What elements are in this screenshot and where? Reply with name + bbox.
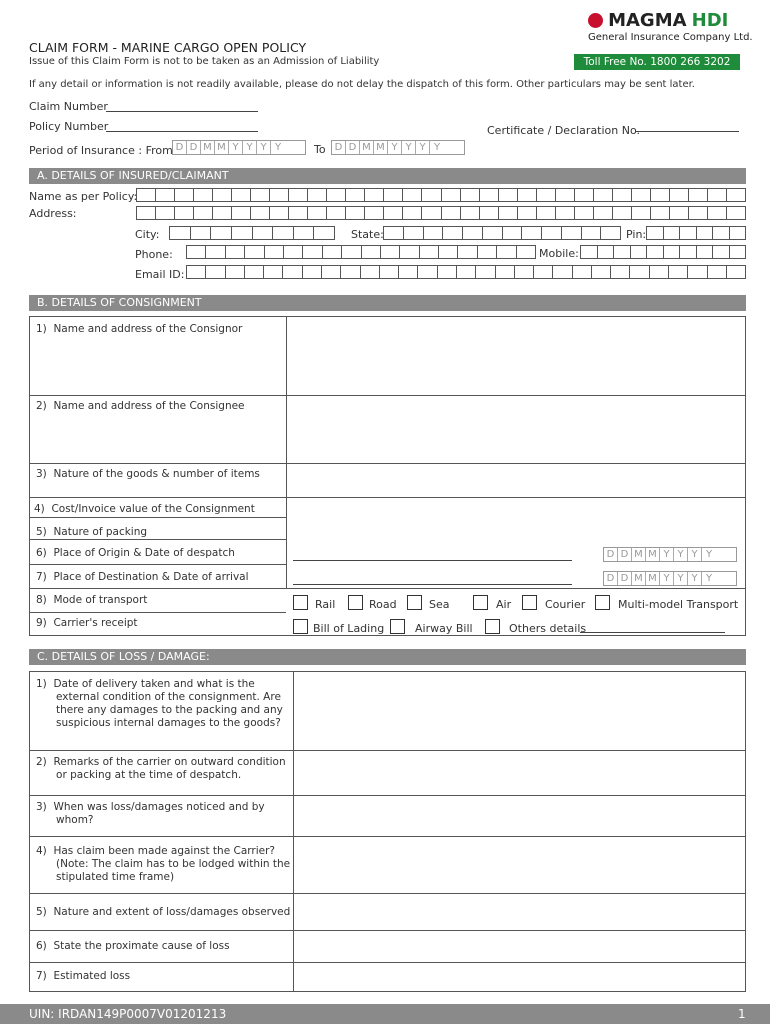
char-cell[interactable] xyxy=(480,189,499,201)
char-cell[interactable] xyxy=(727,189,745,201)
char-cell[interactable] xyxy=(713,227,730,239)
table-row xyxy=(30,588,745,589)
char-cell[interactable] xyxy=(727,266,745,278)
destination-date[interactable] xyxy=(603,571,737,586)
period-to-date[interactable] xyxy=(331,140,465,155)
char-cell[interactable] xyxy=(562,227,582,239)
char-cell[interactable] xyxy=(708,189,727,201)
char-cell[interactable] xyxy=(499,189,518,201)
char-cell[interactable] xyxy=(232,227,253,239)
char-cell[interactable] xyxy=(137,189,156,201)
section-a-header xyxy=(29,168,746,184)
char-cell[interactable] xyxy=(175,189,194,201)
road-checkbox[interactable] xyxy=(348,595,363,610)
form-title: CLAIM FORM - MARINE CARGO OPEN POLICY xyxy=(29,40,307,55)
date-cell[interactable]: M xyxy=(632,572,646,585)
origin-label: 6) Place of Origin & Date of despatch xyxy=(36,547,235,559)
section-a-title: A. DETAILS OF INSURED/CLAIMANT xyxy=(37,169,229,182)
loss-item-3: 3) When was loss/damages noticed and by whom? xyxy=(36,801,265,826)
char-cell[interactable] xyxy=(211,227,232,239)
char-cell[interactable] xyxy=(384,189,403,201)
date-cell[interactable]: D xyxy=(618,572,632,585)
date-cell[interactable]: Y xyxy=(660,548,674,561)
char-cell[interactable] xyxy=(499,207,518,219)
date-cell[interactable]: M xyxy=(632,548,646,561)
char-cell[interactable] xyxy=(420,246,439,258)
char-cell[interactable] xyxy=(403,207,422,219)
table-row xyxy=(30,962,745,963)
certificate-label: Certificate / Declaration No. xyxy=(487,124,641,137)
form-note: If any detail or information is not readily available, please do not delay the dispatch of this form. Other particulars may be sent later. xyxy=(29,79,695,90)
char-cell[interactable] xyxy=(170,227,191,239)
date-cell[interactable]: D xyxy=(187,141,201,154)
loss-table xyxy=(29,671,746,992)
loss-item-1: 1) Date of delivery taken and what is the external condition of the consignment. Are there any damages to the packing and any suspicious internal damages to the goods? xyxy=(36,678,283,729)
city-grid[interactable] xyxy=(169,226,335,240)
date-cell[interactable]: Y xyxy=(674,548,688,561)
char-cell[interactable] xyxy=(422,207,441,219)
char-cell[interactable] xyxy=(522,227,542,239)
section-b-title: B. DETAILS OF CONSIGNMENT xyxy=(37,296,202,309)
char-cell[interactable] xyxy=(264,266,283,278)
loss-item-2: 2) Remarks of the carrier on outward condition or packing at the time of despatch. xyxy=(36,756,286,781)
email-label: Email ID: xyxy=(135,268,185,281)
address-grid[interactable] xyxy=(136,206,746,220)
air-checkbox[interactable] xyxy=(473,595,488,610)
char-cell[interactable] xyxy=(442,189,461,201)
char-cell[interactable] xyxy=(232,207,251,219)
char-cell[interactable] xyxy=(727,207,745,219)
char-cell[interactable] xyxy=(156,207,175,219)
char-cell[interactable] xyxy=(404,227,424,239)
bill-of-lading-checkbox[interactable] xyxy=(293,619,308,634)
char-cell[interactable] xyxy=(463,227,483,239)
email-grid[interactable] xyxy=(186,265,746,279)
char-cell[interactable] xyxy=(308,189,327,201)
char-cell[interactable] xyxy=(443,227,463,239)
table-row xyxy=(30,564,286,565)
char-cell[interactable] xyxy=(697,227,714,239)
mobile-grid[interactable] xyxy=(580,245,746,259)
char-cell[interactable] xyxy=(461,189,480,201)
table-row xyxy=(30,795,745,796)
char-cell[interactable] xyxy=(631,246,648,258)
phone-grid[interactable] xyxy=(186,245,536,259)
char-cell[interactable] xyxy=(688,266,707,278)
multimodal-checkbox[interactable] xyxy=(595,595,610,610)
char-cell[interactable] xyxy=(518,207,537,219)
address-label: Address: xyxy=(29,207,77,220)
char-cell[interactable] xyxy=(384,207,403,219)
char-cell[interactable] xyxy=(611,266,630,278)
date-cell[interactable]: Y xyxy=(257,141,271,154)
date-cell[interactable]: Y xyxy=(416,141,430,154)
table-row xyxy=(30,836,745,837)
char-cell[interactable] xyxy=(518,189,537,201)
name-label: Name as per Policy: xyxy=(29,190,138,203)
char-cell[interactable] xyxy=(708,207,727,219)
date-cell[interactable]: Y xyxy=(705,573,713,584)
table-row xyxy=(30,893,745,894)
char-cell[interactable] xyxy=(284,246,303,258)
sea-checkbox[interactable] xyxy=(407,595,422,610)
char-cell[interactable] xyxy=(730,246,746,258)
date-cell[interactable]: M xyxy=(215,141,229,154)
char-cell[interactable] xyxy=(206,246,225,258)
char-cell[interactable] xyxy=(632,207,651,219)
tollfree-badge xyxy=(574,54,740,70)
table-divider xyxy=(286,317,287,588)
char-cell[interactable] xyxy=(630,266,649,278)
char-cell[interactable] xyxy=(384,227,404,239)
invoice-label: 4) Cost/Invoice value of the Consignment xyxy=(34,503,255,515)
section-b-header xyxy=(29,295,746,311)
char-cell[interactable] xyxy=(322,266,341,278)
char-cell[interactable] xyxy=(594,207,613,219)
others-field[interactable] xyxy=(580,632,725,633)
phone-label: Phone: xyxy=(135,248,173,261)
char-cell[interactable] xyxy=(422,189,441,201)
date-cell[interactable]: D xyxy=(604,548,618,561)
consignment-table xyxy=(29,316,746,636)
char-cell[interactable] xyxy=(399,266,418,278)
char-cell[interactable] xyxy=(137,207,156,219)
goods-label: 3) Nature of the goods & number of items xyxy=(36,468,260,480)
char-cell[interactable] xyxy=(680,246,697,258)
char-cell[interactable] xyxy=(194,189,213,201)
char-cell[interactable] xyxy=(613,189,632,201)
packing-label: 5) Nature of packing xyxy=(36,526,148,538)
loss-item-4: 4) Has claim been made against the Carrier? (Note: The claim has to be lodged within the stipulated time frame) xyxy=(36,845,291,883)
table-divider xyxy=(293,672,294,991)
loss-item-5: 5) Nature and extent of loss/damages observed xyxy=(36,906,291,918)
pin-label: Pin: xyxy=(626,228,647,241)
char-cell[interactable] xyxy=(346,207,365,219)
char-cell[interactable] xyxy=(670,207,689,219)
rail-label: Rail xyxy=(315,598,336,611)
char-cell[interactable] xyxy=(194,207,213,219)
char-cell[interactable] xyxy=(556,207,575,219)
others-label: Others details xyxy=(509,622,587,635)
char-cell[interactable] xyxy=(697,246,714,258)
char-cell[interactable] xyxy=(664,246,681,258)
page-number: 1 xyxy=(738,1007,746,1021)
char-cell[interactable] xyxy=(294,227,315,239)
char-cell[interactable] xyxy=(613,207,632,219)
table-row xyxy=(30,930,745,931)
date-cell[interactable]: D xyxy=(618,548,632,561)
date-cell[interactable]: Y xyxy=(402,141,416,154)
policy-number-field[interactable] xyxy=(106,120,258,132)
char-cell[interactable] xyxy=(226,266,245,278)
char-cell[interactable] xyxy=(651,189,670,201)
char-cell[interactable] xyxy=(245,266,264,278)
char-cell[interactable] xyxy=(575,189,594,201)
char-cell[interactable] xyxy=(283,266,302,278)
char-cell[interactable] xyxy=(213,207,232,219)
char-cell[interactable] xyxy=(534,266,553,278)
char-cell[interactable] xyxy=(483,227,503,239)
char-cell[interactable] xyxy=(556,189,575,201)
char-cell[interactable] xyxy=(537,189,556,201)
char-cell[interactable] xyxy=(251,189,270,201)
char-cell[interactable] xyxy=(592,266,611,278)
courier-checkbox[interactable] xyxy=(522,595,537,610)
date-cell[interactable]: Y xyxy=(705,549,713,560)
consignee-label: 2) Name and address of the Consignee xyxy=(36,400,245,412)
destination-field[interactable] xyxy=(293,584,572,585)
date-cell[interactable]: Y xyxy=(688,548,702,561)
char-cell[interactable] xyxy=(517,246,535,258)
claim-number-label: Claim Number xyxy=(29,100,108,113)
policy-number-label: Policy Number xyxy=(29,120,109,133)
origin-date[interactable] xyxy=(603,547,737,562)
char-cell[interactable] xyxy=(670,189,689,201)
name-grid[interactable] xyxy=(136,188,746,202)
char-cell[interactable] xyxy=(438,266,457,278)
char-cell[interactable] xyxy=(573,266,592,278)
char-cell[interactable] xyxy=(730,227,746,239)
date-cell[interactable]: D xyxy=(604,572,618,585)
char-cell[interactable] xyxy=(442,207,461,219)
date-cell[interactable]: Y xyxy=(674,572,688,585)
loss-item-6: 6) State the proximate cause of loss xyxy=(36,940,230,952)
char-cell[interactable] xyxy=(187,266,206,278)
char-cell[interactable] xyxy=(581,246,598,258)
char-cell[interactable] xyxy=(361,266,380,278)
road-label: Road xyxy=(369,598,397,611)
char-cell[interactable] xyxy=(439,246,458,258)
char-cell[interactable] xyxy=(647,227,664,239)
char-cell[interactable] xyxy=(664,227,681,239)
char-cell[interactable] xyxy=(270,207,289,219)
table-row xyxy=(30,539,286,540)
char-cell[interactable] xyxy=(400,246,419,258)
char-cell[interactable] xyxy=(542,227,562,239)
date-cell[interactable]: D xyxy=(346,141,360,154)
char-cell[interactable] xyxy=(175,207,194,219)
period-label: Period of Insurance : From xyxy=(29,144,173,157)
pin-grid[interactable] xyxy=(646,226,746,240)
char-cell[interactable] xyxy=(303,246,322,258)
char-cell[interactable] xyxy=(689,207,708,219)
char-cell[interactable] xyxy=(632,189,651,201)
date-cell[interactable]: Y xyxy=(660,572,674,585)
uin-code: UIN: IRDAN149P0007V01201213 xyxy=(29,1007,227,1021)
logo-magma: MAGMA xyxy=(608,10,687,31)
char-cell[interactable] xyxy=(457,266,476,278)
date-cell[interactable]: D xyxy=(173,141,187,154)
char-cell[interactable] xyxy=(213,189,232,201)
char-cell[interactable] xyxy=(553,266,572,278)
char-cell[interactable] xyxy=(251,207,270,219)
char-cell[interactable] xyxy=(381,246,400,258)
char-cell[interactable] xyxy=(614,246,631,258)
table-row xyxy=(30,750,745,751)
bill-of-lading-label: Bill of Lading xyxy=(313,622,385,635)
char-cell[interactable] xyxy=(461,207,480,219)
destination-label: 7) Place of Destination & Date of arrival xyxy=(36,571,249,583)
period-to-label: To xyxy=(314,143,326,156)
char-cell[interactable] xyxy=(403,189,422,201)
char-cell[interactable] xyxy=(380,266,399,278)
date-cell[interactable]: Y xyxy=(243,141,257,154)
date-cell[interactable]: M xyxy=(646,572,660,585)
logo-hdi: HDI xyxy=(691,10,729,31)
multimodal-label: Multi-model Transport xyxy=(618,598,739,611)
courier-label: Courier xyxy=(545,598,586,611)
char-cell[interactable] xyxy=(680,227,697,239)
char-cell[interactable] xyxy=(496,266,515,278)
consignor-label: 1) Name and address of the Consignor xyxy=(36,323,243,335)
char-cell[interactable] xyxy=(582,227,602,239)
char-cell[interactable] xyxy=(341,266,360,278)
date-cell[interactable]: M xyxy=(360,141,374,154)
char-cell[interactable] xyxy=(253,227,274,239)
form-subtitle: Issue of this Claim Form is not to be taken as an Admission of Liability xyxy=(29,56,380,67)
section-c-header xyxy=(29,649,746,665)
section-c-title: C. DETAILS OF LOSS / DAMAGE: xyxy=(37,650,210,663)
char-cell[interactable] xyxy=(651,207,670,219)
char-cell[interactable] xyxy=(270,189,289,201)
period-from-date[interactable] xyxy=(172,140,306,155)
char-cell[interactable] xyxy=(245,246,264,258)
char-cell[interactable] xyxy=(273,227,294,239)
char-cell[interactable] xyxy=(650,266,669,278)
char-cell[interactable] xyxy=(342,246,361,258)
date-cell[interactable]: Y xyxy=(433,142,441,153)
char-cell[interactable] xyxy=(708,266,727,278)
tollfree-text: Toll Free No. 1800 266 3202 xyxy=(583,56,731,68)
loss-item-7: 7) Estimated loss xyxy=(36,970,131,982)
claim-number-field[interactable] xyxy=(106,100,258,112)
char-cell[interactable] xyxy=(713,246,730,258)
table-row xyxy=(30,463,745,464)
char-cell[interactable] xyxy=(537,207,556,219)
state-grid[interactable] xyxy=(383,226,621,240)
char-cell[interactable] xyxy=(289,207,308,219)
char-cell[interactable] xyxy=(156,189,175,201)
char-cell[interactable] xyxy=(515,266,534,278)
char-cell[interactable] xyxy=(424,227,444,239)
char-cell[interactable] xyxy=(418,266,437,278)
char-cell[interactable] xyxy=(327,207,346,219)
char-cell[interactable] xyxy=(476,266,495,278)
char-cell[interactable] xyxy=(232,189,251,201)
char-cell[interactable] xyxy=(226,246,245,258)
sea-label: Sea xyxy=(429,598,450,611)
date-cell[interactable]: M xyxy=(646,548,660,561)
date-cell[interactable]: M xyxy=(201,141,215,154)
date-cell[interactable]: Y xyxy=(274,142,282,153)
char-cell[interactable] xyxy=(365,189,384,201)
certificate-field[interactable] xyxy=(636,120,739,132)
receipt-label: 9) Carrier's receipt xyxy=(36,617,138,629)
char-cell[interactable] xyxy=(497,246,516,258)
airway-bill-checkbox[interactable] xyxy=(390,619,405,634)
table-row xyxy=(30,517,286,518)
others-checkbox[interactable] xyxy=(485,619,500,634)
char-cell[interactable] xyxy=(594,189,613,201)
char-cell[interactable] xyxy=(187,246,206,258)
char-cell[interactable] xyxy=(323,246,342,258)
char-cell[interactable] xyxy=(362,246,381,258)
date-cell[interactable]: M xyxy=(374,141,388,154)
state-label: State: xyxy=(351,228,384,241)
rail-checkbox[interactable] xyxy=(293,595,308,610)
char-cell[interactable] xyxy=(327,189,346,201)
origin-field[interactable] xyxy=(293,560,572,561)
date-cell[interactable]: Y xyxy=(688,572,702,585)
char-cell[interactable] xyxy=(191,227,212,239)
char-cell[interactable] xyxy=(308,207,327,219)
logo-emblem-icon xyxy=(588,13,603,28)
char-cell[interactable] xyxy=(601,227,620,239)
char-cell[interactable] xyxy=(314,227,334,239)
char-cell[interactable] xyxy=(689,189,708,201)
char-cell[interactable] xyxy=(458,246,477,258)
date-cell[interactable]: Y xyxy=(388,141,402,154)
char-cell[interactable] xyxy=(647,246,664,258)
char-cell[interactable] xyxy=(346,189,365,201)
char-cell[interactable] xyxy=(669,266,688,278)
char-cell[interactable] xyxy=(575,207,594,219)
char-cell[interactable] xyxy=(598,246,615,258)
char-cell[interactable] xyxy=(503,227,523,239)
company-name: General Insurance Company Ltd. xyxy=(588,32,753,43)
transport-label: 8) Mode of transport xyxy=(36,594,148,606)
table-row xyxy=(30,395,745,396)
char-cell[interactable] xyxy=(480,207,499,219)
char-cell[interactable] xyxy=(206,266,225,278)
table-row xyxy=(30,612,286,613)
footer-bar xyxy=(0,1004,770,1024)
char-cell[interactable] xyxy=(365,207,384,219)
table-row xyxy=(30,497,745,498)
mobile-label: Mobile: xyxy=(539,247,579,260)
char-cell[interactable] xyxy=(289,189,308,201)
company-logo xyxy=(588,10,728,31)
airway-bill-label: Airway Bill xyxy=(415,622,473,635)
date-cell[interactable]: D xyxy=(332,141,346,154)
city-label: City: xyxy=(135,228,160,241)
date-cell[interactable]: Y xyxy=(229,141,243,154)
char-cell[interactable] xyxy=(265,246,284,258)
char-cell[interactable] xyxy=(478,246,497,258)
char-cell[interactable] xyxy=(303,266,322,278)
air-label: Air xyxy=(496,598,512,611)
